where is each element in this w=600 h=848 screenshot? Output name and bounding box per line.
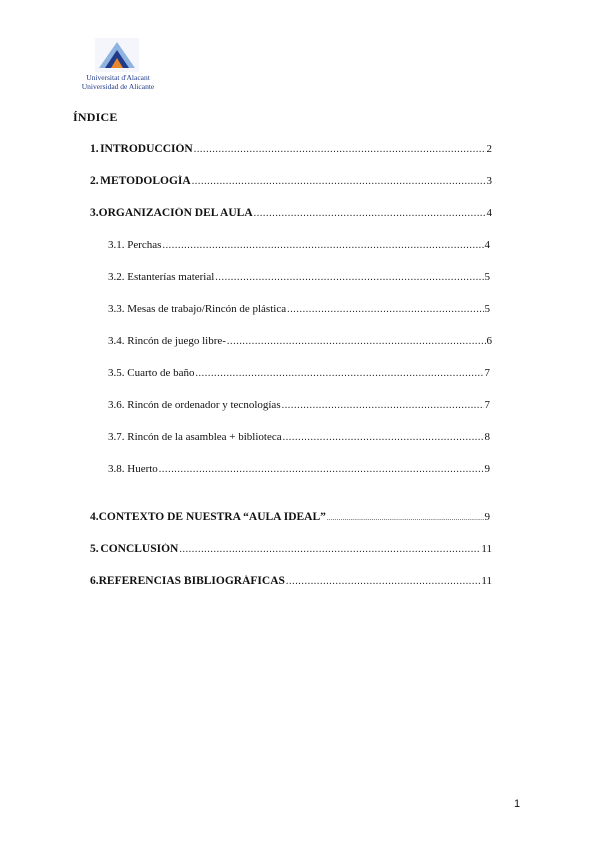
toc-leader-dots (254, 208, 486, 219)
toc-entry-title: 3.2. Estanterías material (108, 271, 215, 283)
toc-leader-dots (327, 514, 484, 522)
toc-entry-title: 3.5. Cuarto de baño (108, 367, 195, 379)
toc-leader-dots (283, 432, 484, 443)
toc-subentry-rincon-ordenador[interactable] (108, 399, 490, 411)
toc-leader-dots (192, 176, 486, 187)
toc-entry-page: 9 (484, 511, 490, 523)
toc-entry-introduccion[interactable] (90, 143, 492, 155)
toc-entry-number: 6. (90, 575, 99, 587)
toc-entry-title: 3.4. Rincón de juego libre- (108, 335, 226, 347)
toc-entry-number: 1. (90, 143, 99, 155)
index-title: ÍNDICE (73, 110, 118, 124)
toc-entry-number: 4. (90, 511, 99, 523)
toc-entry-organizacion-del-aula[interactable] (90, 207, 492, 219)
toc-entry-conclusion[interactable] (90, 543, 492, 555)
toc-leader-dots (179, 544, 480, 555)
toc-entry-page: 11 (481, 543, 492, 555)
toc-entry-title: CONTEXTO DE NUESTRA “AULA IDEAL” (98, 511, 326, 523)
toc-entry-title: 3.7. Rincón de la asamblea + biblioteca (108, 431, 282, 443)
toc-entry-title: INTRODUCCIÓN (100, 143, 193, 155)
toc-entry-title: 3.3. Mesas de trabajo/Rincón de plástica (108, 303, 287, 315)
toc-subentry-huerto[interactable] (108, 463, 490, 475)
toc-subentry-perchas[interactable] (108, 239, 490, 251)
toc-leader-dots (195, 368, 483, 379)
toc-entry-page: 8 (484, 431, 490, 443)
toc-subentry-rincon-juego-libre[interactable] (108, 335, 492, 347)
toc-subentry-rincon-asamblea[interactable] (108, 431, 490, 443)
toc-entry-number: 2. (90, 175, 99, 187)
university-logo-icon (95, 38, 139, 72)
toc-entry-page: 9 (484, 463, 490, 475)
toc-leader-dots (215, 272, 483, 283)
toc-entry-title: ORGANIZACIÓN DEL AULA (98, 207, 253, 219)
toc-leader-dots (287, 304, 483, 315)
toc-entry-metodologia[interactable] (90, 175, 492, 187)
toc-entry-page: 11 (481, 575, 492, 587)
university-logo (78, 38, 156, 96)
toc-entry-page: 7 (484, 367, 490, 379)
page-number: 1 (514, 798, 521, 810)
toc-entry-title: 3.8. Huerto (108, 463, 158, 475)
toc-entry-title: 3.6. Rincón de ordenador y tecnologías (108, 399, 281, 411)
toc-subentry-cuarto-de-bano[interactable] (108, 367, 490, 379)
toc-entry-page: 6 (486, 335, 492, 347)
toc-leader-dots (162, 240, 483, 251)
toc-leader-dots (159, 464, 484, 475)
toc-leader-dots (194, 144, 486, 155)
toc-leader-dots (227, 336, 486, 347)
toc-entry-title: REFERENCIAS BIBLIOGRÁFICAS (98, 575, 285, 587)
toc-entry-page: 7 (484, 399, 490, 411)
toc-leader-dots (286, 576, 481, 587)
logo-text-line-1: Universitat d'Alacant (86, 73, 150, 82)
toc-entry-page: 3 (486, 175, 492, 187)
toc-entry-title: METODOLOGÍA (100, 175, 191, 187)
toc-entry-title: 3.1. Perchas (108, 239, 162, 251)
toc-entry-page: 2 (486, 143, 492, 155)
toc-entry-page: 5 (484, 303, 490, 315)
toc-entry-page: 4 (484, 239, 490, 251)
toc-entry-page: 5 (484, 271, 490, 283)
toc-entry-page: 4 (486, 207, 492, 219)
toc-entry-contexto-aula-ideal[interactable] (90, 511, 490, 523)
toc-entry-title: CONCLUSIÓN (100, 543, 179, 555)
toc-entry-number: 3. (90, 207, 99, 219)
toc-entry-referencias-bibliograficas[interactable] (90, 575, 492, 587)
toc-leader-dots (282, 400, 484, 411)
toc-entry-number: 5. (90, 543, 99, 555)
toc-subentry-estanterias-material[interactable] (108, 271, 490, 283)
logo-text-line-2: Universidad de Alicante (81, 82, 155, 91)
toc-subentry-mesas-de-trabajo[interactable] (108, 303, 490, 315)
